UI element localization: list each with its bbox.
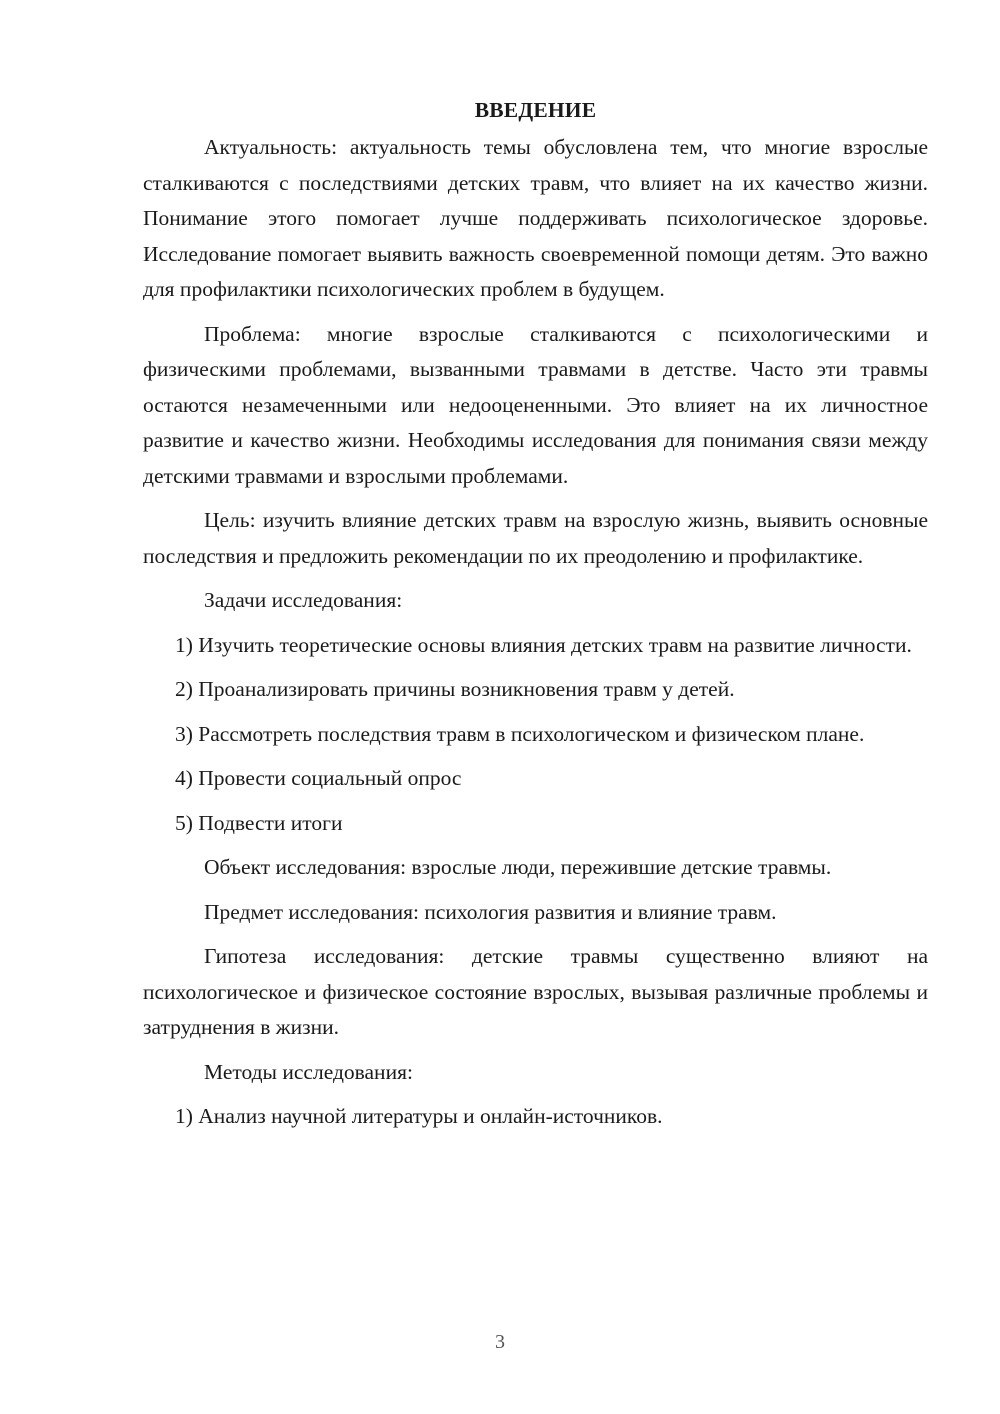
method-item-1: 1) Анализ научной литературы и онлайн-источников.: [175, 1104, 663, 1128]
task-item-1: 1) Изучить теоретические основы влияния детских травм на развитие личности.: [175, 632, 912, 657]
page-content: [143, 92, 928, 1144]
task-item-3: 3) Рассмотреть последствия травм в психологическом и физическом плане.: [175, 721, 865, 746]
problem-paragraph: Проблема: многие взрослые сталкиваются с психологическими и физическими проблемами, вызванными травмами в детстве. Часто эти травмы остаются незамеченными или недооцененными. Это влияет на их личностное развитие и качество жизни. Необходимы исследования для понимания связи между детскими травмами и взрослыми проблемами.: [143, 321, 928, 488]
object-paragraph: Объект исследования: взрослые люди, пережившие детские травмы.: [204, 855, 832, 879]
section-title: ВВЕДЕНИЕ: [474, 98, 597, 122]
hypothesis-paragraph: Гипотеза исследования: детские травмы существенно влияют на психологическое и физическое состояние взрослых, вызывая различные проблемы и затруднения в жизни.: [143, 944, 928, 1039]
task-item-4: 4) Провести социальный опрос: [175, 766, 462, 790]
goal-paragraph: Цель: изучить влияние детских травм на взрослую жизнь, выявить основные последствия и предложить рекомендации по их преодолению и профилактике.: [143, 508, 928, 568]
relevance-paragraph: Актуальность: актуальность темы обусловлена тем, что многие взрослые сталкиваются с последствиями детских травм, что влияет на их качество жизни. Понимание этого помогает лучше поддерживать психологическое здоровье. Исследование помогает выявить важность своевременной помощи детям. Это важно для профилактики психологических проблем в будущем.: [143, 135, 928, 301]
task-item-2: 2) Проанализировать причины возникновения травм у детей.: [175, 677, 735, 701]
subject-paragraph: Предмет исследования: психология развития и влияние травм.: [204, 899, 777, 924]
page-number: 3: [495, 1331, 505, 1353]
methods-heading: Методы исследования:: [204, 1059, 413, 1084]
tasks-heading: Задачи исследования:: [204, 588, 403, 612]
task-item-5: 5) Подвести итоги: [175, 810, 343, 835]
